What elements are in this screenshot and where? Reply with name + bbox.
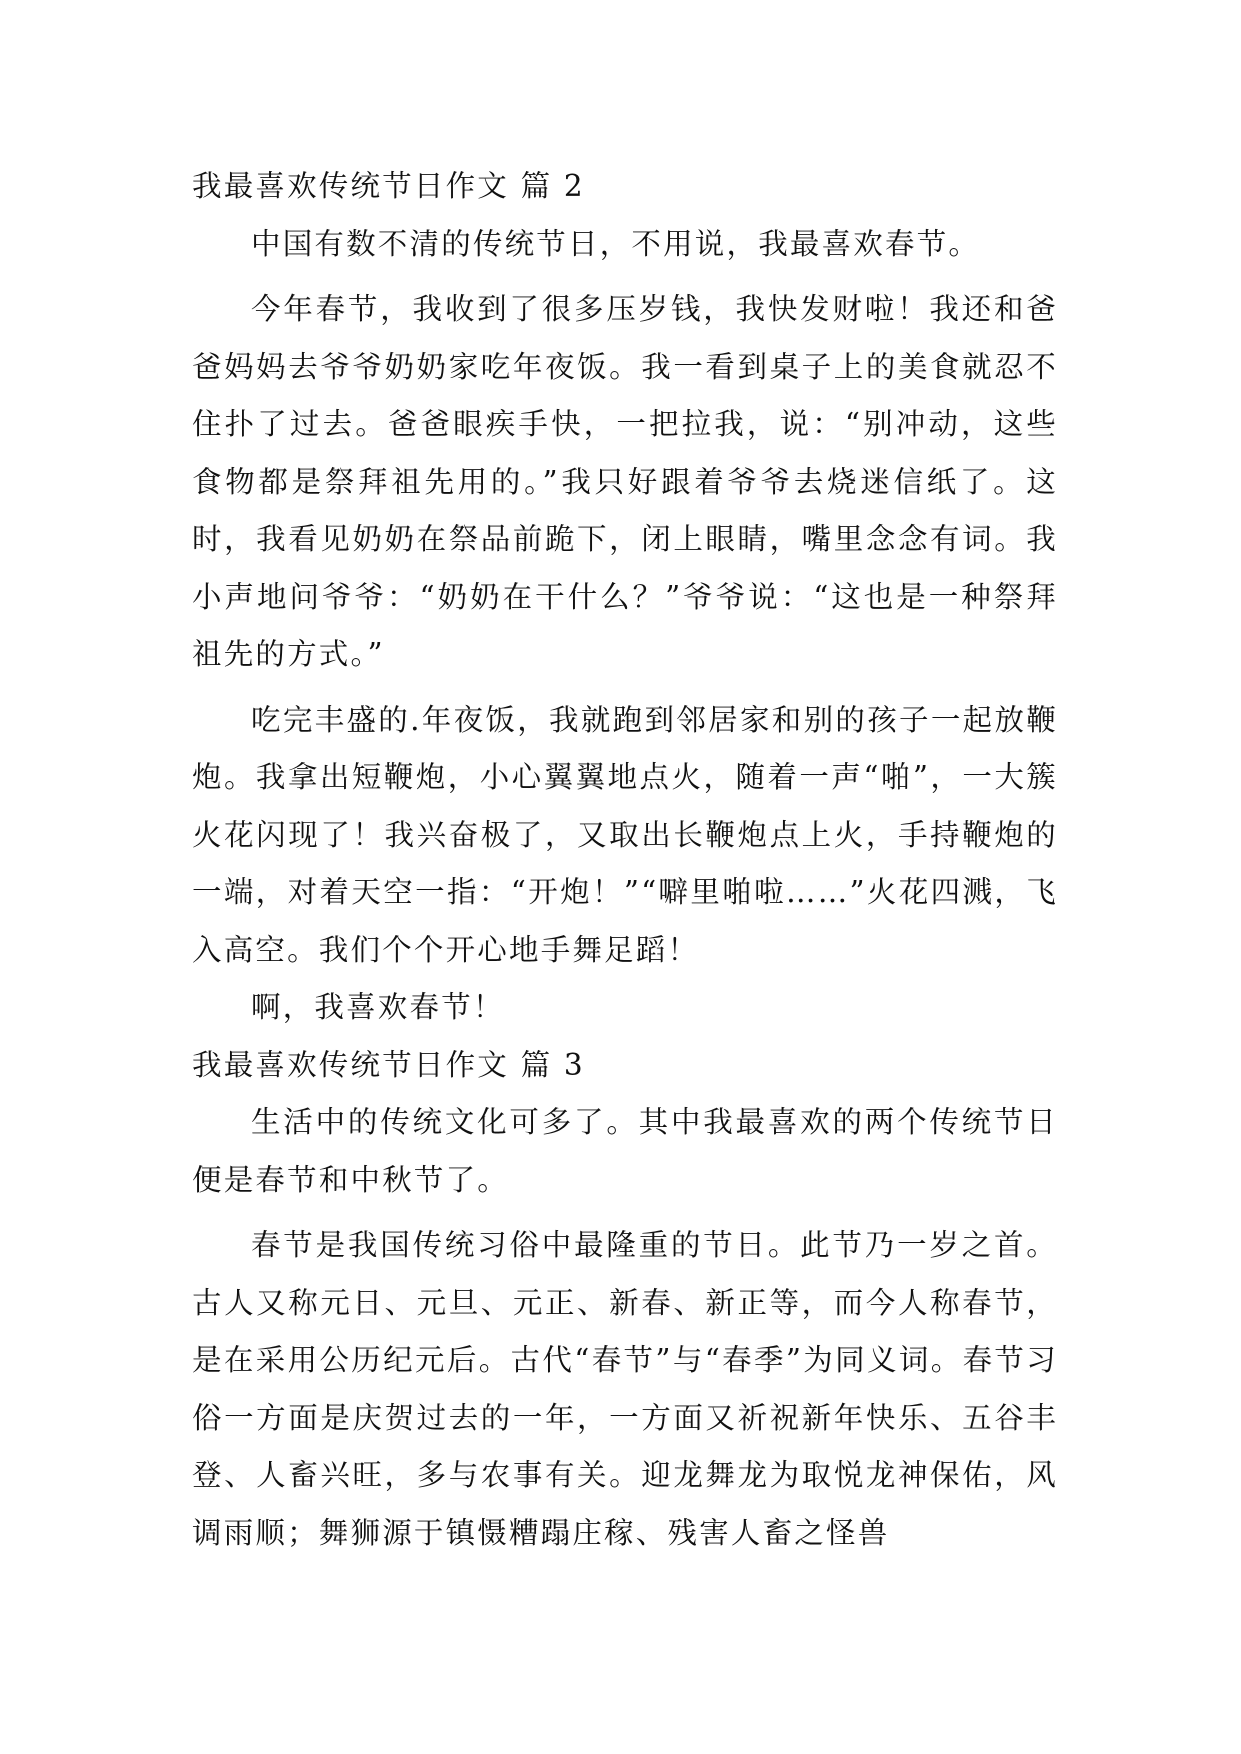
paragraph-traditional-culture: 生活中的传统文化可多了。其中我最喜欢的两个传统节日便是春节和中秋节了。 bbox=[192, 1105, 1058, 1197]
paragraph-firecrackers: 吃完丰盛的.年夜饭，我就跑到邻居家和别的孩子一起放鞭炮。我拿出短鞭炮，小心翼翼地点火，随着一声“啪”，一大簇火花闪现了！我兴奋极了，又取出长鞭炮点上火，手持鞭炮的一端，对着天空一指：“开炮！”“噼里啪啦……”火花四溅，飞入高空。我们个个开心地手舞足蹈！ bbox=[192, 702, 1058, 967]
paragraph-spring-festival-history: 春节是我国传统习俗中最隆重的节日。此节乃一岁之首。古人又称元日、元旦、元正、新春、新正等，而今人称春节，是在采用公历纪元后。古代“春节”与“春季”为同义词。春节习俗一方面是庆贺过去的一年，一方面又祈祝新年快乐、五谷丰登、人畜兴旺，多与农事有关。迎龙舞龙为取悦龙神保佑，风调雨顺；舞狮源于镇慑糟蹋庄稼、残害人畜之怪兽 bbox=[192, 1228, 1058, 1550]
paragraph-intro: 中国有数不清的传统节日，不用说，我最喜欢春节。 bbox=[251, 226, 981, 261]
section-title-3: 我最喜欢传统节日作文 篇 3 bbox=[192, 1047, 585, 1082]
section-title-2: 我最喜欢传统节日作文 篇 2 bbox=[192, 169, 585, 203]
paragraph-conclusion: 啊，我喜欢春节！ bbox=[251, 990, 505, 1024]
paragraph-new-year-dinner: 今年春节，我收到了很多压岁钱，我快发财啦！我还和爸爸妈妈去爷爷奶奶家吃年夜饭。我一看到桌子上的美食就忍不住扑了过去。爸爸眼疾手快，一把拉我，说：“别冲动，这些食物都是祭拜祖先用的。”我只好跟着爷爷去烧迷信纸了。这时，我看见奶奶在祭品前跪下，闭上眼睛，嘴里念念有词。我小声地问爷爷：“奶奶在干什么？”爷爷说：“这也是一种祭拜祖先的方式。” bbox=[192, 292, 1058, 671]
document-body bbox=[192, 158, 1058, 1562]
